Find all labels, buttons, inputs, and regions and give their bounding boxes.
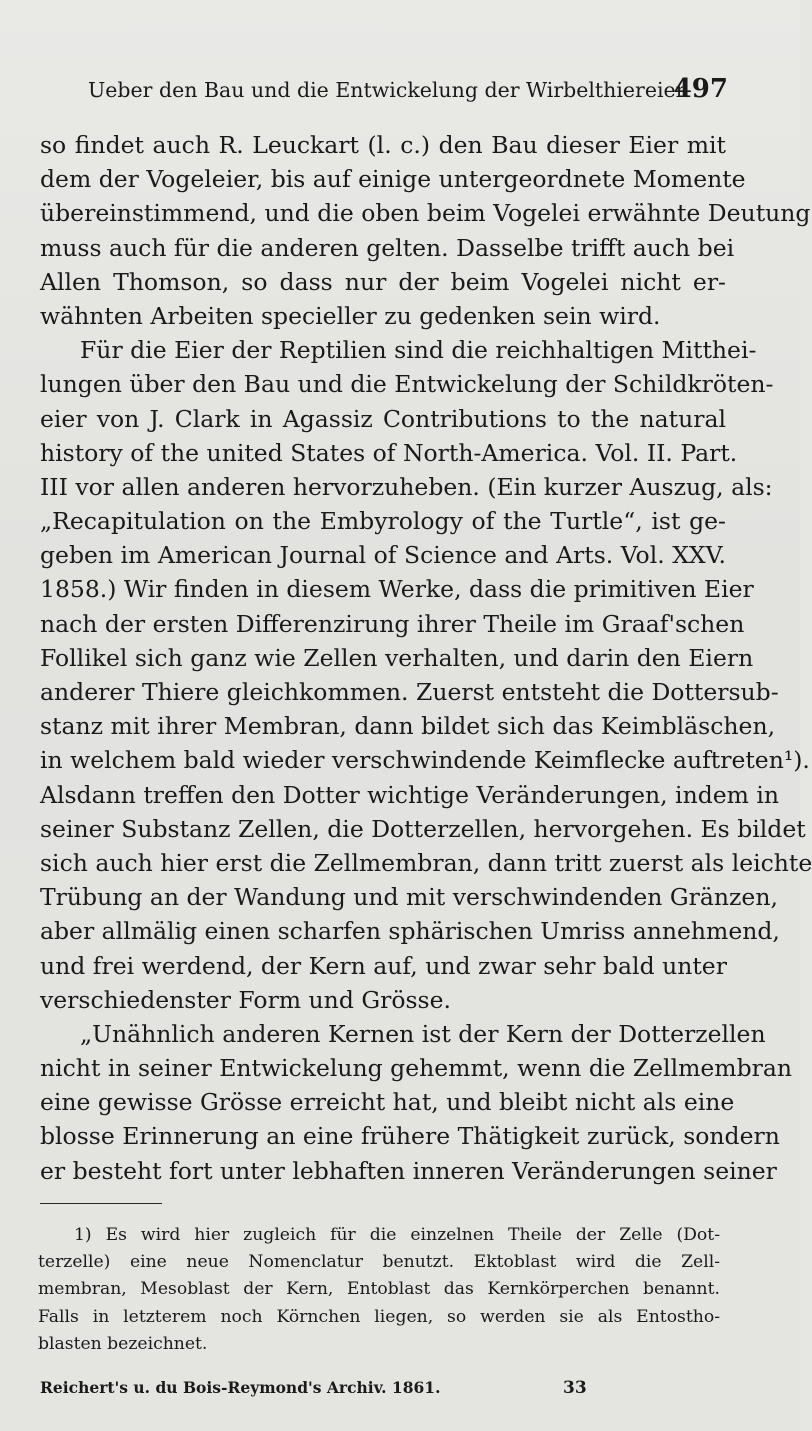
body-text bbox=[40, 128, 812, 1188]
footnote-line: terzelle) eine neue Nomenclatur benutzt. Ektoblast wird die Zell- bbox=[38, 1252, 720, 1273]
text-line: Für die Eier der Reptilien sind die reichhaltigen Mitthei- bbox=[80, 336, 757, 365]
text-line: history of the united States of North-America. Vol. II. Part. bbox=[40, 438, 738, 467]
text-line: „Unähnlich anderen Kernen ist der Kern der Dotterzellen bbox=[80, 1019, 766, 1048]
footnote-line: Falls in letzterem noch Körnchen liegen, so werden sie als Entostho- bbox=[38, 1306, 720, 1327]
journal-signature: Reichert's u. du Bois-Reymond's Archiv. 1861. bbox=[40, 1378, 441, 1397]
running-head: Ueber den Bau und die Entwickelung der Wirbelthiereier. bbox=[88, 78, 690, 102]
text-line: aber allmälig einen scharfen sphärischen Umriss annehmend, bbox=[40, 917, 780, 946]
page-footer bbox=[40, 1378, 640, 1402]
text-line: lungen über den Bau und die Entwickelung der Schildkröten- bbox=[40, 370, 774, 399]
sheet-signature: 33 bbox=[563, 1378, 587, 1398]
text-line: wähnten Arbeiten specieller zu gedenken sein wird. bbox=[40, 301, 661, 330]
page-number: 497 bbox=[673, 74, 728, 104]
text-line: blosse Erinnerung an eine frühere Thätigkeit zurück, sondern bbox=[40, 1122, 780, 1151]
text-line: anderer Thiere gleichkommen. Zuerst entsteht die Dottersub- bbox=[40, 678, 779, 706]
text-line: stanz mit ihrer Membran, dann bildet sich das Keimbläschen, bbox=[40, 712, 776, 741]
text-line: dem der Vogeleier, bis auf einige untergeordnete Momente bbox=[40, 165, 746, 194]
text-line: Trübung an der Wandung und mit verschwindenden Gränzen, bbox=[40, 883, 778, 912]
text-line: so findet auch R. Leuckart (l. c.) den Bau dieser Eier mit bbox=[40, 131, 726, 159]
page-header bbox=[88, 74, 728, 110]
text-line: muss auch für die anderen gelten. Dasselbe trifft auch bei bbox=[40, 233, 735, 262]
text-line: Follikel sich ganz wie Zellen verhalten, und darin den Eiern bbox=[40, 643, 754, 672]
text-line: nicht in seiner Entwickelung gehemmt, wenn die Zellmembran bbox=[40, 1054, 792, 1083]
text-line: 1858.) Wir finden in diesem Werke, dass die primitiven Eier bbox=[40, 575, 754, 604]
text-line: nach der ersten Differenzirung ihrer Theile im Graaf'schen bbox=[40, 609, 745, 638]
text-line: er besteht fort unter lebhaften inneren Veränderungen seiner bbox=[40, 1156, 777, 1185]
text-line: III vor allen anderen hervorzuheben. (Ein kurzer Auszug, als: bbox=[40, 472, 773, 501]
footnote-line: 1) Es wird hier zugleich für die einzelnen Theile der Zelle (Dot- bbox=[74, 1225, 720, 1245]
text-line: Allen Thomson, so dass nur der beim Vogelei nicht er- bbox=[40, 267, 726, 296]
text-line: und frei werdend, der Kern auf, und zwar sehr bald unter bbox=[40, 951, 727, 980]
footnote-line: membran, Mesoblast der Kern, Entoblast das Kernkörperchen benannt. bbox=[38, 1279, 720, 1300]
footnote-line: blasten bezeichnet. bbox=[38, 1333, 208, 1354]
text-line: „Recapitulation on the Embyrology of the Turtle“, ist ge- bbox=[40, 507, 726, 536]
text-line: sich auch hier erst die Zellmembran, dann tritt zuerst als leichte bbox=[40, 848, 812, 877]
footnote-divider bbox=[40, 1203, 162, 1204]
text-line: in welchem bald wieder verschwindende Keimflecke auftreten¹). bbox=[40, 746, 810, 775]
text-line: seiner Substanz Zellen, die Dotterzellen, hervorgehen. Es bildet bbox=[40, 814, 806, 843]
text-line: geben im American Journal of Science and Arts. Vol. XXV. bbox=[40, 541, 726, 570]
footnote bbox=[38, 1222, 720, 1358]
text-line: eine gewisse Grösse erreicht hat, und bleibt nicht als eine bbox=[40, 1088, 735, 1117]
text-line: verschiedenster Form und Grösse. bbox=[40, 985, 451, 1014]
text-line: eier von J. Clark in Agassiz Contributions to the natural bbox=[40, 404, 726, 433]
text-line: Alsdann treffen den Dotter wichtige Veränderungen, indem in bbox=[40, 780, 780, 809]
text-line: übereinstimmend, und die oben beim Vogelei erwähnte Deutung bbox=[40, 199, 811, 228]
